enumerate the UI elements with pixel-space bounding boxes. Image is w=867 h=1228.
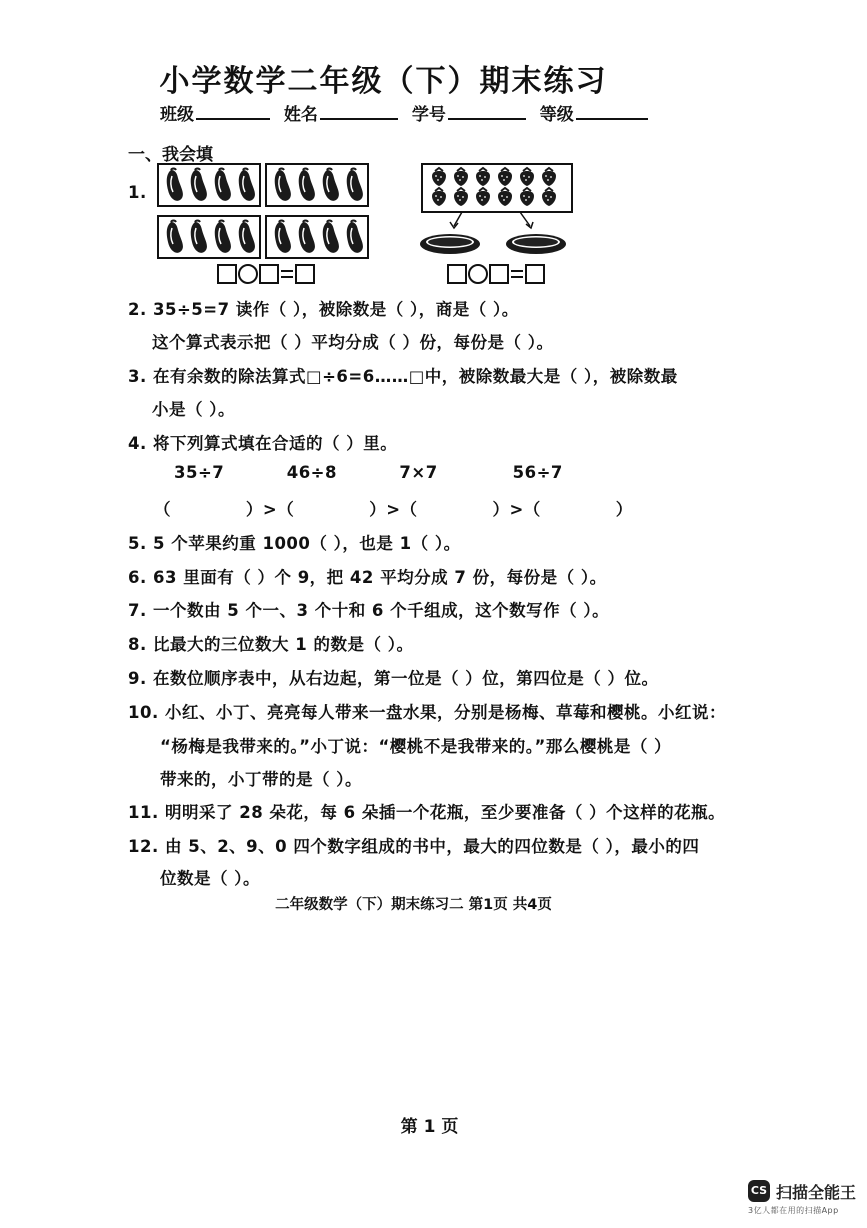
eggplant-groups-illustration <box>152 160 374 262</box>
class-blank[interactable] <box>196 102 270 120</box>
question-4-expressions: 35÷7 46÷8 7×7 56÷7 <box>174 463 563 482</box>
strawberries-plates-illustration <box>416 162 586 260</box>
student-info-row <box>160 100 656 125</box>
question-3-line-1: 3. 在有余数的除法算式□÷6=6……□中，被除数最大是（ ），被除数最 <box>128 367 678 386</box>
name-blank[interactable] <box>320 102 398 120</box>
question-7: 7. 一个数由 5 个一、3 个十和 6 个千组成，这个数写作（ ）。 <box>128 601 610 620</box>
strawberry-icon <box>432 168 556 206</box>
grade-label: 等级 <box>539 105 574 125</box>
question-11: 11. 明明采了 28 朵花，每 6 朵插一个花瓶，至少要准备（ ）个这样的花瓶。 <box>128 803 726 822</box>
scanner-logo-icon: CS <box>748 1180 770 1202</box>
id-blank[interactable] <box>448 102 526 120</box>
question-9: 9. 在数位顺序表中，从右边起，第一位是（ ）位，第四位是（ ）位。 <box>128 669 659 688</box>
question-10-line-3: 带来的，小丁带的是（ ）。 <box>160 770 362 789</box>
class-label: 班级 <box>160 105 194 125</box>
eggplant-icon <box>167 169 363 253</box>
name-label: 姓名 <box>283 105 318 125</box>
question-6: 6. 63 里面有（ ）个 9，把 42 平均分成 7 份，每份是（ ）。 <box>128 568 607 587</box>
question-8: 8. 比最大的三位数大 1 的数是（ ）。 <box>128 635 414 654</box>
page-number: 第 1 页 <box>400 1117 459 1137</box>
q1-number: 1. <box>128 183 147 202</box>
q1-right-answer-boxes[interactable] <box>446 263 550 285</box>
section-heading: 一、我会填 <box>128 145 213 165</box>
question-2-line-2: 这个算式表示把（ ）平均分成（ ）份，每份是（ ）。 <box>152 333 554 352</box>
page-title: 小学数学二年级（下）期末练习 <box>159 64 608 99</box>
grade-blank[interactable] <box>576 102 648 120</box>
scanner-tagline: 3亿人都在用的扫描App <box>748 1206 839 1215</box>
q1-left-answer-boxes[interactable] <box>216 263 320 285</box>
question-4-answer-order: （ ）>（ ）>（ ）>（ ） <box>154 500 633 519</box>
question-2-line-1: 2. 35÷5=7 读作（ ），被除数是（ ），商是（ ）。 <box>128 300 519 319</box>
question-5: 5. 5 个苹果约重 1000（ ），也是 1（ ）。 <box>128 534 461 553</box>
question-10-line-2: “杨梅是我带来的。”小丁说：“樱桃不是我带来的。”那么樱桃是（ ） <box>160 737 672 756</box>
scanner-app-name: 扫描全能王 <box>776 1183 857 1202</box>
question-4-line-1: 4. 将下列算式填在合适的（ ）里。 <box>128 434 398 453</box>
arrow-right-icon <box>520 212 530 226</box>
question-3-line-2: 小是（ ）。 <box>152 400 235 419</box>
plate-icon <box>420 234 566 254</box>
page-footer: 二年级数学（下）期末练习二 第1页 共4页 <box>275 897 552 913</box>
question-10-line-1: 10. 小红、小丁、亮亮每人带来一盘水果，分别是杨梅、草莓和樱桃。小红说： <box>128 703 726 722</box>
question-12-line-2: 位数是（ ）。 <box>160 869 260 888</box>
id-label: 学号 <box>411 105 446 125</box>
question-12-line-1: 12. 由 5、2、9、0 四个数字组成的书中，最大的四位数是（ ），最小的四 <box>128 837 700 856</box>
